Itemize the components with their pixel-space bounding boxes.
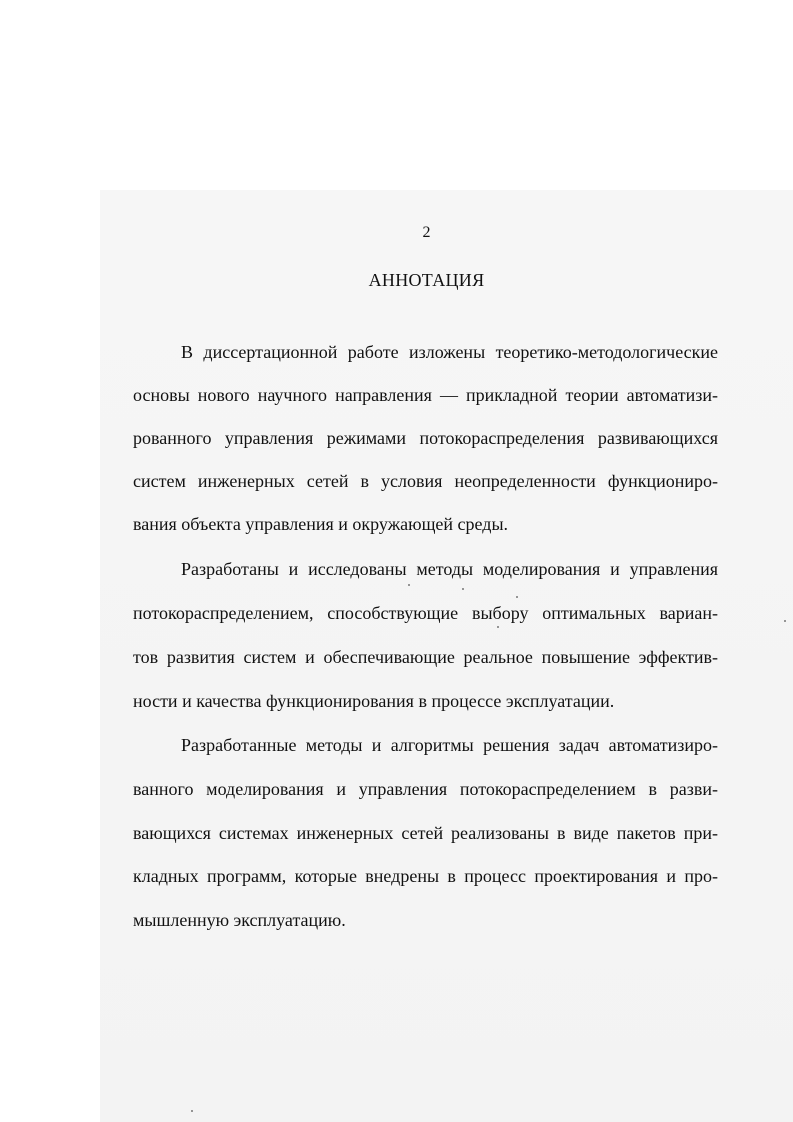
scan-speck <box>516 596 518 598</box>
scan-speck <box>784 620 786 622</box>
text-line: ности и качества функционирования в процессе эксплуатации. <box>133 691 615 711</box>
text-line: Разработаны и исследованы методы моделирования и управления <box>181 559 718 579</box>
page-title: АННОТАЦИЯ <box>368 270 485 290</box>
text-line: вания объекта управления и окружающей среды. <box>133 514 509 534</box>
text-line: систем инженерных сетей в условия неопределенности функциониро- <box>133 471 718 491</box>
page-number: 2 <box>422 224 431 241</box>
text-line: кладных программ, которые внедрены в процесс проектирования и про- <box>133 866 718 886</box>
text-line: тов развития систем и обеспечивающие реальное повышение эффектив- <box>133 647 718 667</box>
text-line: мышленную эксплуатацию. <box>133 910 346 930</box>
text-line: потокораспределением, способствующие выбору оптимальных вариан- <box>133 603 718 623</box>
text-line: Разработанные методы и алгоритмы решения задач автоматизиро- <box>181 735 718 755</box>
scan-speck <box>408 584 410 586</box>
scan-speck <box>462 588 464 590</box>
text-line: рованного управления режимами потокораспределения развивающихся <box>133 428 718 448</box>
text-line: основы нового научного направления — прикладной теории автоматизи- <box>133 385 718 405</box>
scan-speck <box>191 1110 193 1112</box>
text-line: ванного моделирования и управления потокораспределением в разви- <box>133 779 718 799</box>
text-line: вающихся системах инженерных сетей реализованы в виде пакетов при- <box>133 823 718 843</box>
text-line: В диссертационной работе изложены теоретико-методологические <box>181 342 718 362</box>
scan-speck <box>497 626 499 628</box>
